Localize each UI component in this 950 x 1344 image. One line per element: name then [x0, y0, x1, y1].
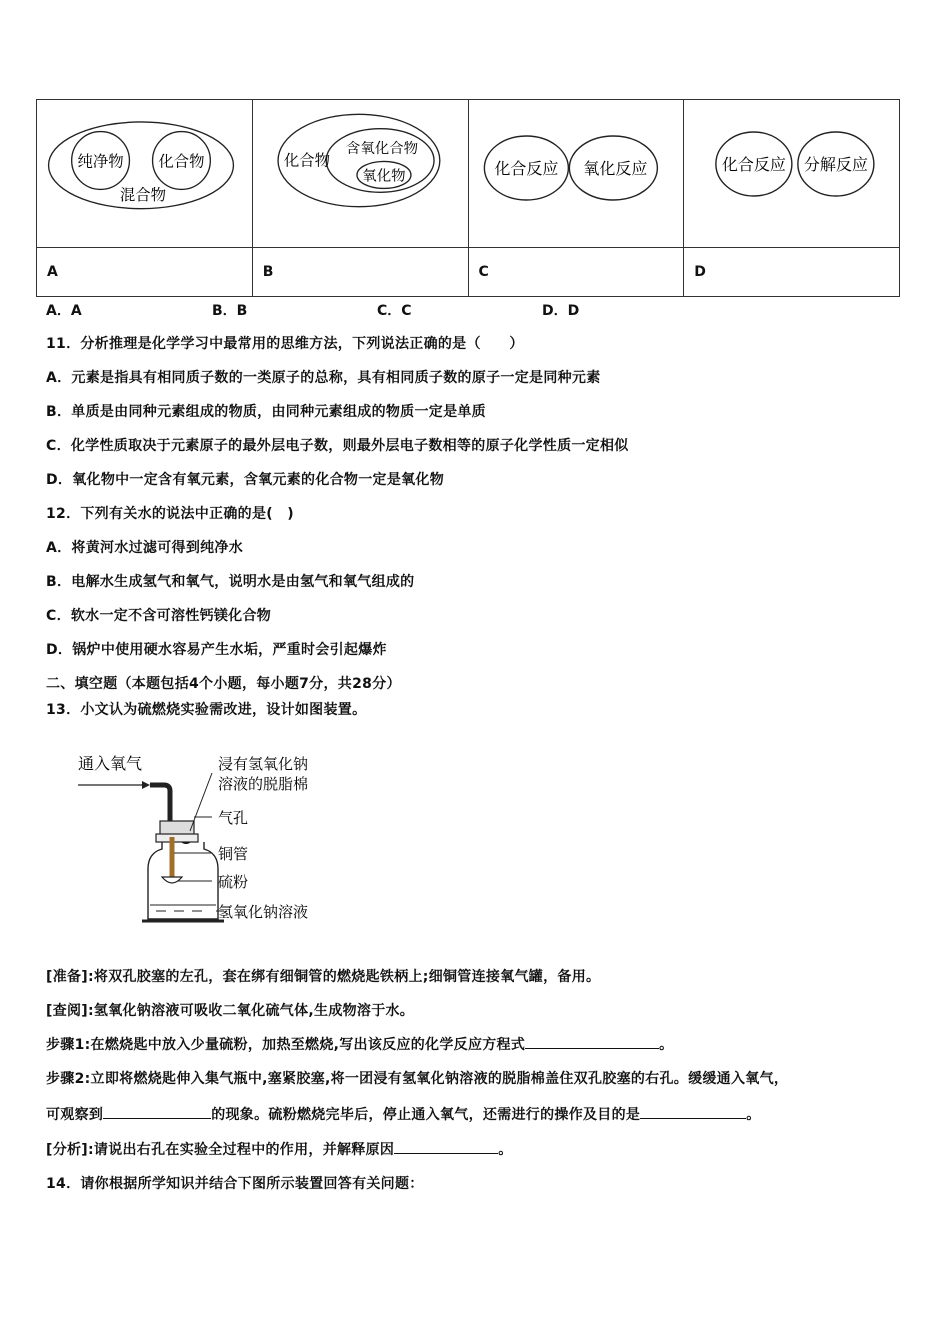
label-decomposition-reaction: 分解反应 — [804, 155, 869, 174]
q11-option-a: A．元素是指具有相同质子数的一类原子的总称，具有相同质子数的原子一定是同种元素 — [46, 370, 601, 386]
q11-option-b: B．单质是由同种元素组成的物质，由同种元素组成的物质一定是单质 — [46, 404, 486, 420]
cell-label-b: B — [252, 248, 468, 297]
diagram-cell-d — [684, 100, 900, 248]
cell-label-a: A — [37, 248, 253, 297]
answer-blank-operation[interactable] — [640, 1104, 746, 1119]
label-oxygen-compound: 含氧化合物 — [345, 140, 418, 157]
label-oxygen-inlet: 通入氧气 — [78, 754, 143, 773]
diagram-cell-c — [468, 100, 684, 248]
answer-blank-analysis[interactable] — [394, 1139, 498, 1154]
q13-step1-end: 。 — [659, 1037, 674, 1053]
answer-blank-phenomenon[interactable] — [103, 1104, 211, 1119]
venn-diagram-b — [253, 100, 468, 247]
q13-step2-text-b: 的现象。硫粉燃烧完毕后，停止通入氧气，还需进行的操作及目的是 — [211, 1107, 641, 1123]
q13-stem: 13．小文认为硫燃烧实验需改进，设计如图装置。 — [46, 702, 367, 718]
q13-preparation: [准备]:将双孔胶塞的左孔，套在绑有细铜管的燃烧匙铁柄上;细铜管连接氧气罐，备用。 — [46, 969, 601, 985]
q11-option-d: D．氧化物中一定含有氧元素，含氧元素的化合物一定是氧化物 — [46, 472, 445, 488]
q13-step2-line1: 步骤2:立即将燃烧匙伸入集气瓶中,塞紧胶塞,将一团浸有氢氧化钠溶液的脱脂棉盖住双孔胶塞的右孔。缓缓通入氧气， — [46, 1071, 789, 1087]
label-copper-tube: 铜管 — [218, 845, 249, 863]
label-compound-b: 化合物 — [283, 151, 330, 170]
answer-blank-equation[interactable] — [525, 1034, 659, 1049]
q11-option-c: C．化学性质取决于元素原子的最外层电子数，则最外层电子数相等的原子化学性质一定相似 — [46, 438, 629, 454]
q13-step2-text-a: 可观察到 — [46, 1107, 104, 1123]
label-air-hole: 气孔 — [218, 809, 249, 827]
label-compound: 化合物 — [158, 152, 205, 171]
label-cotton-line1: 浸有氢氧化钠 — [218, 755, 309, 773]
diagram-cell-b — [252, 100, 468, 248]
label-combination-reaction-c: 化合反应 — [493, 159, 558, 178]
q10-option-b: B．B — [212, 303, 248, 319]
q11-stem: 11．分析推理是化学学习中最常用的思维方法，下列说法正确的是（ ） — [46, 336, 524, 352]
q12-option-c: C．软水一定不含可溶性钙镁化合物 — [46, 608, 272, 624]
q12-option-d: D．锅炉中使用硬水容易产生水垢，严重时会引起爆炸 — [46, 642, 387, 658]
venn-diagram-c — [469, 100, 684, 247]
diagram-table — [36, 99, 900, 297]
venn-diagram-d — [684, 100, 899, 247]
label-combination-reaction-d: 化合反应 — [722, 155, 787, 174]
venn-diagram-a — [37, 100, 252, 247]
section-heading: 二、填空题（本题包括4个小题，每小题7分，共28分） — [46, 676, 401, 692]
label-naoh-solution: 氢氧化钠溶液 — [218, 903, 309, 921]
q10-option-d: D．D — [542, 303, 580, 319]
label-cotton-line2: 溶液的脱脂棉 — [218, 775, 309, 793]
q13-step1 — [46, 1034, 673, 1054]
q13-analysis — [46, 1139, 513, 1159]
q12-option-b: B．电解水生成氢气和氧气，说明水是由氢气和氧气组成的 — [46, 574, 415, 590]
q10-option-a: A．A — [46, 303, 82, 319]
label-pure-substance: 纯净物 — [77, 152, 124, 171]
q12-stem: 12．下列有关水的说法中正确的是( ) — [46, 506, 294, 522]
label-sulfur-powder: 硫粉 — [218, 873, 249, 891]
label-oxide: 氧化物 — [362, 168, 406, 185]
q12-option-a: A．将黄河水过滤可得到纯净水 — [46, 540, 244, 556]
q14-stem: 14．请你根据所学知识并结合下图所示装置回答有关问题： — [46, 1176, 424, 1192]
diagram-cell-a — [37, 100, 253, 248]
q13-analysis-text: [分析]:请说出右孔在实验全过程中的作用，并解释原因 — [46, 1142, 395, 1158]
cell-label-c: C — [468, 248, 684, 297]
q13-step2-line2 — [46, 1104, 761, 1124]
sulfur-combustion-apparatus — [70, 745, 340, 930]
cell-label-d: D — [684, 248, 900, 297]
q13-step1-text: 步骤1:在燃烧匙中放入少量硫粉，加热至燃烧,写出该反应的化学反应方程式 — [46, 1037, 526, 1053]
q13-step2-end: 。 — [746, 1107, 761, 1123]
label-oxidation-reaction: 氧化反应 — [582, 159, 647, 178]
q13-analysis-end: 。 — [498, 1142, 513, 1158]
q13-reference: [查阅]:氢氧化钠溶液可吸收二氧化硫气体,生成物溶于水。 — [46, 1003, 415, 1019]
label-mixture: 混合物 — [119, 185, 167, 204]
q10-option-c: C．C — [377, 303, 412, 319]
